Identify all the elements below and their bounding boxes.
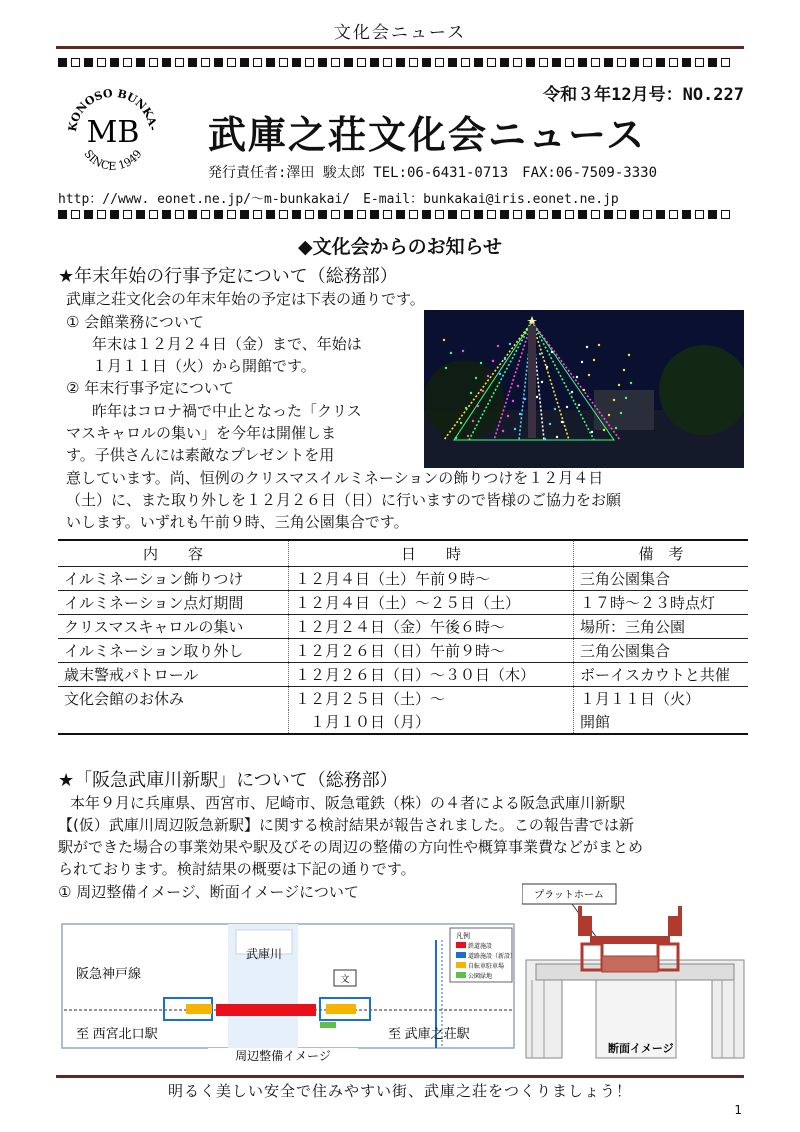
border-square xyxy=(578,210,587,219)
border-square xyxy=(123,58,132,67)
table-cell: クリスマスキャロルの集い xyxy=(58,615,289,639)
svg-text:武庫川: 武庫川 xyxy=(245,947,283,961)
border-square xyxy=(162,210,171,219)
border-square xyxy=(552,58,561,67)
contact-url-email[interactable]: http：//www. eonet.ne.jp/～m-bunkakai/ E-mail：bunkakai@iris.eonet.ne.jp xyxy=(58,192,619,207)
article1-item2-line2: マスキャロルの集い」を今年は開催しま xyxy=(66,424,337,442)
illumination-photo xyxy=(424,310,744,468)
issue-number: 令和３年12月号：NO.227 xyxy=(543,85,744,105)
border-square xyxy=(279,58,288,67)
table-cell: １２月４日（土）～２５日（土） xyxy=(289,591,574,615)
table-cell: 開館 xyxy=(574,710,749,734)
table-cell xyxy=(58,710,289,734)
square-border-top xyxy=(58,58,748,70)
border-square xyxy=(708,58,717,67)
border-square xyxy=(318,210,327,219)
article1-item2-line3: す。子供さんには素敵なプレゼントを用 xyxy=(66,446,335,464)
table-cell: １２月２５日（土）～ xyxy=(289,687,574,711)
svg-text:鉄道施設: 鉄道施設 xyxy=(468,944,493,950)
border-square xyxy=(409,58,418,67)
table-cell: １７時～２３時点灯 xyxy=(574,591,749,615)
border-square xyxy=(97,210,106,219)
border-square xyxy=(630,58,639,67)
article2-line3: 駅ができた場合の事業効果や駅及びその周辺の整備の方向性や概算事業費などがまとめ xyxy=(58,838,644,856)
border-square xyxy=(331,58,340,67)
publisher-info: 発行責任者:澤田 駿太郎 TEL:06-6431-0713 FAX:06-7509-3330 xyxy=(208,165,658,181)
border-square xyxy=(58,210,67,219)
border-square xyxy=(461,210,470,219)
border-square xyxy=(84,210,93,219)
border-square xyxy=(214,210,223,219)
newsletter-title: 武庫之荘文化会ニュース xyxy=(208,112,647,157)
border-square xyxy=(695,58,704,67)
table-header-row xyxy=(58,540,748,567)
header-divider xyxy=(56,46,744,49)
border-square xyxy=(604,58,613,67)
footer-slogan: 明るく美しい安全で住みやすい街、武庫之荘をつくりましょう！ xyxy=(167,1082,632,1100)
svg-text:文: 文 xyxy=(340,974,350,984)
border-square xyxy=(435,210,444,219)
svg-text:道路施設（新設）: 道路施設（新設） xyxy=(468,954,517,960)
article1-item2-line4: 意しています。尚、恒例のクリスマスイルミネーションの飾りつけを１２月４日 xyxy=(66,469,604,487)
border-square xyxy=(292,58,301,67)
border-square xyxy=(227,58,236,67)
article1-item1-title: ① 会館業務について xyxy=(66,313,204,331)
border-square xyxy=(71,210,80,219)
article1-intro: 武庫之荘文化会の年末年始の予定は下表の通りです。 xyxy=(66,290,425,308)
border-square xyxy=(500,58,509,67)
svg-text:SINCE 1949: SINCE 1949 xyxy=(81,147,145,173)
border-square xyxy=(279,210,288,219)
border-square xyxy=(682,210,691,219)
svg-text:周辺整備イメージ: 周辺整備イメージ xyxy=(235,1049,331,1063)
table-row xyxy=(58,639,748,663)
border-square xyxy=(123,210,132,219)
border-square xyxy=(240,210,249,219)
border-square xyxy=(396,210,405,219)
article2-item1: ① 周辺整備イメージ、断面イメージについて xyxy=(58,883,359,901)
table-header-cell: 内 容 xyxy=(58,540,289,567)
article2-heading: ★「阪急武庫川新駅」について（総務部） xyxy=(58,770,398,791)
svg-text:断面イメージ: 断面イメージ xyxy=(608,1043,674,1055)
article1-item2-title: ② 年末行事予定について xyxy=(66,379,234,397)
border-square xyxy=(110,58,119,67)
border-square xyxy=(448,210,457,219)
border-square xyxy=(292,210,301,219)
border-square xyxy=(331,210,340,219)
border-square xyxy=(188,58,197,67)
border-square xyxy=(591,58,600,67)
border-square xyxy=(656,210,665,219)
border-square xyxy=(448,58,457,67)
border-square xyxy=(201,210,210,219)
page-number: 1 xyxy=(734,1103,742,1117)
footer-divider xyxy=(56,1075,744,1078)
article1-item2-line5: （土）に、また取り外しを１２月２６日（日）に行いますので皆様のご協力をお願 xyxy=(66,491,622,509)
border-square xyxy=(422,58,431,67)
border-square xyxy=(565,210,574,219)
border-square xyxy=(58,58,67,67)
article1-item2-line6: いします。いずれも午前９時、三角公園集合です。 xyxy=(66,513,409,531)
table-cell: １２月２６日（日）午前９時～ xyxy=(289,639,574,663)
border-square xyxy=(695,210,704,219)
section-title: ◆文化会からのお知らせ xyxy=(297,236,503,258)
border-square xyxy=(84,58,93,67)
border-square xyxy=(565,58,574,67)
table-cell: イルミネーション取り外し xyxy=(58,639,289,663)
border-square xyxy=(305,210,314,219)
svg-text:プラットホーム: プラットホーム xyxy=(534,890,604,901)
table-row xyxy=(58,710,748,734)
border-square xyxy=(344,210,353,219)
area-map xyxy=(58,918,520,1068)
article1-item1-line2: １月１１日（火）から開館です。 xyxy=(92,357,316,375)
table-cell: ボーイスカウトと共催 xyxy=(574,663,749,687)
border-square xyxy=(253,58,262,67)
table-cell: 歳末警戒パトロール xyxy=(58,663,289,687)
border-square xyxy=(149,58,158,67)
border-square xyxy=(435,58,444,67)
table-cell: 三角公園集合 xyxy=(574,567,749,591)
article2-line4: られております。検討結果の概要は下記の通りです。 xyxy=(58,860,416,878)
table-cell: 三角公園集合 xyxy=(574,639,749,663)
border-square xyxy=(357,210,366,219)
table-row xyxy=(58,567,748,591)
svg-text:MUKONOSO BUNKA-KAI: KONOSO BUNKA- xyxy=(65,86,160,133)
article1-item1-line1: 年末は１２月２４日（金）まで、年始は xyxy=(92,335,362,353)
svg-text:阪急神戸線: 阪急神戸線 xyxy=(76,966,142,981)
border-square xyxy=(474,58,483,67)
border-square xyxy=(669,58,678,67)
border-square xyxy=(591,210,600,219)
svg-text:MB: MB xyxy=(86,115,140,150)
border-square xyxy=(617,210,626,219)
border-square xyxy=(526,210,535,219)
border-square xyxy=(578,58,587,67)
border-square xyxy=(318,58,327,67)
border-square xyxy=(370,210,379,219)
article2-line1: 本年９月に兵庫県、西宮市、尼崎市、阪急電鉄（株）の４者による阪急武庫川新駅 xyxy=(70,794,626,812)
border-square xyxy=(630,210,639,219)
border-square xyxy=(175,210,184,219)
border-square xyxy=(201,58,210,67)
border-square xyxy=(110,210,119,219)
border-square xyxy=(539,58,548,67)
table-cell: イルミネーション飾りつけ xyxy=(58,567,289,591)
cross-section-image xyxy=(522,880,748,1068)
border-square xyxy=(97,58,106,67)
border-square xyxy=(305,58,314,67)
border-square xyxy=(240,58,249,67)
border-square xyxy=(136,58,145,67)
table-row xyxy=(58,591,748,615)
border-square xyxy=(188,210,197,219)
border-square xyxy=(71,58,80,67)
border-square xyxy=(552,210,561,219)
svg-text:至 西宮北口駅: 至 西宮北口駅 xyxy=(76,1026,158,1041)
svg-text:自転車駐車場: 自転車駐車場 xyxy=(468,964,505,970)
border-square xyxy=(136,210,145,219)
border-square xyxy=(396,58,405,67)
border-square xyxy=(721,210,730,219)
border-square xyxy=(474,210,483,219)
article2-line2: 【(仮）武庫川周辺阪急新駅】に関する検討結果が報告されました。この報告書では新 xyxy=(58,816,634,834)
mb-logo xyxy=(64,82,162,180)
table-header-cell: 備 考 xyxy=(574,540,749,567)
border-square xyxy=(539,210,548,219)
border-square xyxy=(253,210,262,219)
border-square xyxy=(214,58,223,67)
table-cell: イルミネーション点灯期間 xyxy=(58,591,289,615)
border-square xyxy=(643,58,652,67)
table-header-cell: 日 時 xyxy=(289,540,574,567)
table-cell: １月１０日（月） xyxy=(289,710,574,734)
border-square xyxy=(513,210,522,219)
svg-text:凡例: 凡例 xyxy=(456,933,470,940)
border-square xyxy=(617,58,626,67)
border-square xyxy=(656,58,665,67)
table-cell: １２月２４日（金）午後６時～ xyxy=(289,615,574,639)
border-square xyxy=(721,58,730,67)
border-square xyxy=(175,58,184,67)
table-cell: １月１１日（火） xyxy=(574,687,749,711)
border-square xyxy=(513,58,522,67)
border-square xyxy=(487,58,496,67)
border-square xyxy=(643,210,652,219)
border-square xyxy=(461,58,470,67)
border-square xyxy=(266,58,275,67)
svg-text:公園緑地: 公園緑地 xyxy=(468,974,493,980)
table-cell: 場所：三角公園 xyxy=(574,615,749,639)
page-header-title: 文化会ニュース xyxy=(333,23,467,43)
border-square xyxy=(682,58,691,67)
svg-text:至 武庫之荘駅: 至 武庫之荘駅 xyxy=(388,1026,470,1041)
border-square xyxy=(604,210,613,219)
border-square xyxy=(227,210,236,219)
border-square xyxy=(370,58,379,67)
article1-item2-line1: 昨年はコロナ禍で中止となった「クリス xyxy=(92,402,362,420)
schedule-table xyxy=(58,539,748,735)
border-square xyxy=(669,210,678,219)
table-row xyxy=(58,663,748,687)
article1-heading: ★年末年始の行事予定について（総務部） xyxy=(58,266,398,287)
border-square xyxy=(344,58,353,67)
border-square xyxy=(383,58,392,67)
table-row xyxy=(58,615,748,639)
border-square xyxy=(487,210,496,219)
border-square xyxy=(266,210,275,219)
square-border-bottom xyxy=(58,210,748,222)
border-square xyxy=(383,210,392,219)
table-cell: 文化会館のお休み xyxy=(58,687,289,711)
border-square xyxy=(149,210,158,219)
border-square xyxy=(162,58,171,67)
border-square xyxy=(526,58,535,67)
border-square xyxy=(500,210,509,219)
border-square xyxy=(357,58,366,67)
border-square xyxy=(708,210,717,219)
border-square xyxy=(409,210,418,219)
border-square xyxy=(422,210,431,219)
table-row xyxy=(58,687,748,711)
table-cell: １２月２６日（日）～３０日（木） xyxy=(289,663,574,687)
table-cell: １２月４日（土）午前９時～ xyxy=(289,567,574,591)
